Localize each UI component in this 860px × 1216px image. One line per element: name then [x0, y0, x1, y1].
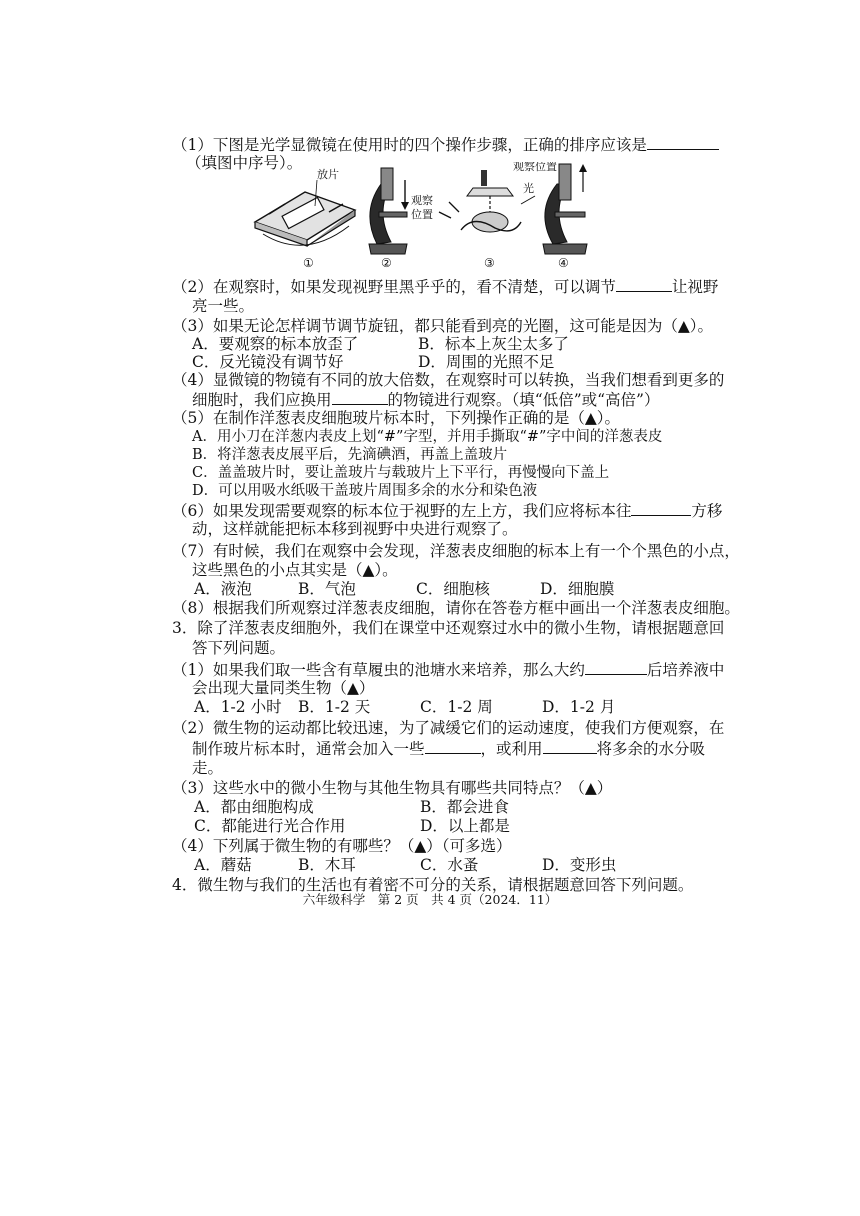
- q2-5-option-c[interactable]: C．盖盖玻片时，要让盖玻片与载玻片上下平行，再慢慢向下盖上: [192, 465, 610, 481]
- q3-intro-line2: 答下列问题。: [192, 639, 286, 657]
- q3-3-option-b[interactable]: B．都会进食: [420, 798, 509, 816]
- q2-8-stem: （8）根据我们所观察过洋葱表皮细胞，请你在答卷方框中画出一个洋葱表皮细胞。: [172, 599, 740, 617]
- q2-4-line2: 细胞时，我们应换用 的物镜进行观察。（填“低倍”或“高倍”）: [192, 391, 660, 409]
- answer-blank[interactable]: [616, 276, 672, 292]
- q3-3-option-a[interactable]: A．都由细胞构成: [194, 798, 314, 816]
- q2-6-line1: （6）如果发现需要观察的标本位于视野的左上方，我们应将标本往 方移: [172, 502, 723, 520]
- q2-7-line1: （7）有时候，我们在观察中会发现，洋葱表皮细胞的标本上有一个个黑色的小点，: [172, 542, 740, 560]
- q3-2-line1: （2）微生物的运动都比较迅速，为了减缓它们的运动速度，使我们方便观察，在: [172, 719, 725, 737]
- page-footer: 六年级科学 第 2 页 共 4 页（2024．11）: [302, 892, 558, 907]
- q2-3-option-d[interactable]: D．周围的光照不足: [418, 353, 555, 371]
- step1-placing-slide-illustration: [255, 167, 355, 246]
- answer-blank[interactable]: [585, 659, 647, 675]
- step2-microscope-illustration: [369, 168, 433, 254]
- q3-1-line2: 会出现大量同类生物（▲）: [192, 679, 375, 697]
- step3-mirror-light-illustration: [439, 170, 535, 232]
- q2-7-line2: 这些黑色的小点其实是（▲）。: [192, 561, 398, 579]
- answer-blank[interactable]: [647, 134, 719, 150]
- answer-blank[interactable]: [332, 389, 388, 405]
- q3-2-line2: 制作玻片标本时，通常会加入一些 ，或利用 将多余的水分吸: [192, 740, 706, 758]
- q2-3-stem: （3）如果无论怎样调节调节旋钮，都只能看到亮的光圈，这可能是因为（▲）。: [172, 317, 714, 335]
- label-observe-position-b: 位置: [411, 208, 433, 221]
- q2-5-stem: （5）在制作洋葱表皮细胞玻片标本时，下列操作正确的是（▲）。: [172, 409, 621, 427]
- q3-4-option-b[interactable]: B．木耳: [298, 856, 356, 874]
- q3-3-stem: （3）这些水中的微小生物与其他生物具有哪些共同特点？（▲）: [172, 779, 613, 797]
- q3-1-option-c[interactable]: C．1-2 周: [420, 698, 493, 716]
- label-light: 光: [523, 182, 534, 195]
- q3-3-option-d[interactable]: D．以上都是: [420, 817, 510, 835]
- q3-intro-line1: 3．除了洋葱表皮细胞外，我们在课堂中还观察过水中的微小生物，请根据题意回: [172, 619, 725, 637]
- q2-3-option-b[interactable]: B．标本上灰尘太多了: [418, 335, 569, 353]
- step4-observing-illustration: [513, 162, 587, 254]
- q2-4-line1: （4）显微镜的物镜有不同的放大倍数，在观察时可以转换，当我们想看到更多的: [172, 371, 725, 389]
- q2-7-option-b[interactable]: B．气泡: [298, 580, 356, 598]
- microscope-steps-figure: [245, 162, 635, 270]
- label-observe-position-a: 观察: [411, 194, 433, 207]
- label-place-slide: 放片: [317, 168, 339, 181]
- label-observe-position-top: 观察位置: [513, 162, 557, 173]
- q2-3-option-c[interactable]: C．反光镜没有调节好: [192, 353, 344, 371]
- q2-5-option-d[interactable]: D．可以用吸水纸吸干盖玻片周围多余的水分和染色液: [192, 483, 538, 499]
- answer-blank[interactable]: [543, 738, 597, 754]
- q2-3-option-a[interactable]: A．要观察的标本放歪了: [192, 335, 359, 353]
- q3-4-option-c[interactable]: C．水蚤: [420, 856, 479, 874]
- q4-intro: 4．微生物与我们的生活也有着密不可分的关系，请根据题意回答下列问题。: [172, 876, 694, 894]
- q3-4-option-d[interactable]: D．变形虫: [542, 856, 617, 874]
- q2-1-line2: （填图中序号）。: [186, 154, 303, 172]
- q3-4-option-a[interactable]: A．蘑菇: [194, 856, 252, 874]
- q3-4-stem: （4）下列属于微生物的有哪些？（▲）（可多选）: [172, 837, 512, 855]
- q3-2-line3: 走。: [192, 759, 224, 777]
- q3-3-option-c[interactable]: C．都能进行光合作用: [194, 817, 346, 835]
- step-number-1: ①: [303, 256, 314, 270]
- q2-1-line1: （1）下图是光学显微镜在使用时的四个操作步骤，正确的排序应该是: [172, 134, 719, 155]
- answer-blank[interactable]: [631, 500, 691, 516]
- q2-2-line1: （2）在观察时，如果发现视野里黑乎乎的，看不清楚，可以调节 让视野: [172, 278, 719, 296]
- answer-blank[interactable]: [425, 738, 481, 754]
- q3-1-option-a[interactable]: A．1-2 小时: [194, 698, 282, 716]
- q2-7-option-a[interactable]: A．液泡: [194, 580, 252, 598]
- q3-1-option-d[interactable]: D．1-2 月: [542, 698, 616, 716]
- q3-1-option-b[interactable]: B．1-2 天: [298, 698, 371, 716]
- microscope-steps-svg: [245, 162, 635, 270]
- q2-2-line2: 亮一些。: [192, 297, 255, 315]
- q2-5-option-a[interactable]: A．用小刀在洋葱内表皮上划“#”字型，并用手撕取“#”字中间的洋葱表皮: [192, 429, 663, 445]
- q3-1-line1: （1）如果我们取一些含有草履虫的池塘水来培养，那么大约 后培养液中: [172, 661, 725, 679]
- step-number-2: ②: [381, 256, 392, 270]
- step-number-3: ③: [484, 256, 495, 270]
- q2-5-option-b[interactable]: B．将洋葱表皮展平后，先滴碘酒，再盖上盖玻片: [192, 447, 508, 463]
- q2-6-line2: 动，这样就能把标本移到视野中央进行观察了。: [192, 520, 518, 538]
- q2-7-option-d[interactable]: D．细胞膜: [540, 580, 615, 598]
- q2-7-option-c[interactable]: C．细胞核: [416, 580, 490, 598]
- step-number-4: ④: [558, 256, 569, 270]
